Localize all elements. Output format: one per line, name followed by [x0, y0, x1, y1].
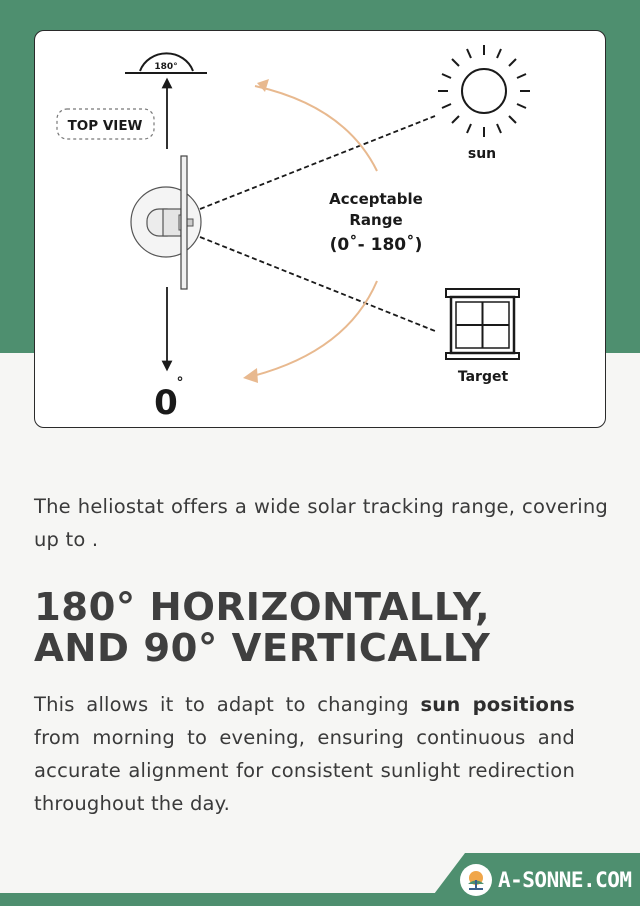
- body-text-end: from morning to evening, ensuring continuous and accurate alignment for consistent sunlight redirection throughout the day.: [34, 726, 575, 815]
- sun-icon: [438, 45, 530, 137]
- range-arc-lower: [253, 281, 377, 376]
- target-label: Target: [457, 369, 509, 385]
- bottom-degree-mark: °: [176, 375, 184, 391]
- body-text-bold: sun positions: [420, 693, 575, 716]
- top-view-label: TOP VIEW: [67, 118, 143, 134]
- range-arrowhead-upper-icon: [257, 79, 269, 92]
- heliostat-device-icon: [131, 156, 201, 289]
- top-angle-label: 180°: [154, 62, 178, 72]
- range-value-label: (0˚- 180˚): [329, 235, 423, 255]
- range-title-line2: Range: [349, 211, 403, 229]
- diagram-card: [34, 30, 606, 428]
- headline-line1: 180° HORIZONTALLY,: [34, 585, 491, 630]
- bottom-angle-label: 0: [154, 383, 178, 423]
- heliostat-diagram: [35, 31, 606, 428]
- headline-line2: AND 90° VERTICALLY: [34, 626, 491, 671]
- body-text-start: This allows it to adapt to changing: [34, 693, 421, 716]
- range-title-line1: Acceptable: [329, 190, 423, 208]
- tree-sun-logo-icon: [460, 864, 492, 896]
- target-window-icon: [446, 289, 519, 359]
- body-paragraph: [34, 688, 575, 820]
- headline: [34, 587, 634, 669]
- range-arrowhead-lower-icon: [243, 368, 258, 383]
- range-arc-upper: [255, 86, 377, 171]
- sun-label: sun: [467, 146, 497, 162]
- intro-paragraph: The heliostat offers a wide solar tracking range, covering up to .: [34, 495, 608, 551]
- brand-link[interactable]: A-SONNE.COM: [498, 868, 632, 892]
